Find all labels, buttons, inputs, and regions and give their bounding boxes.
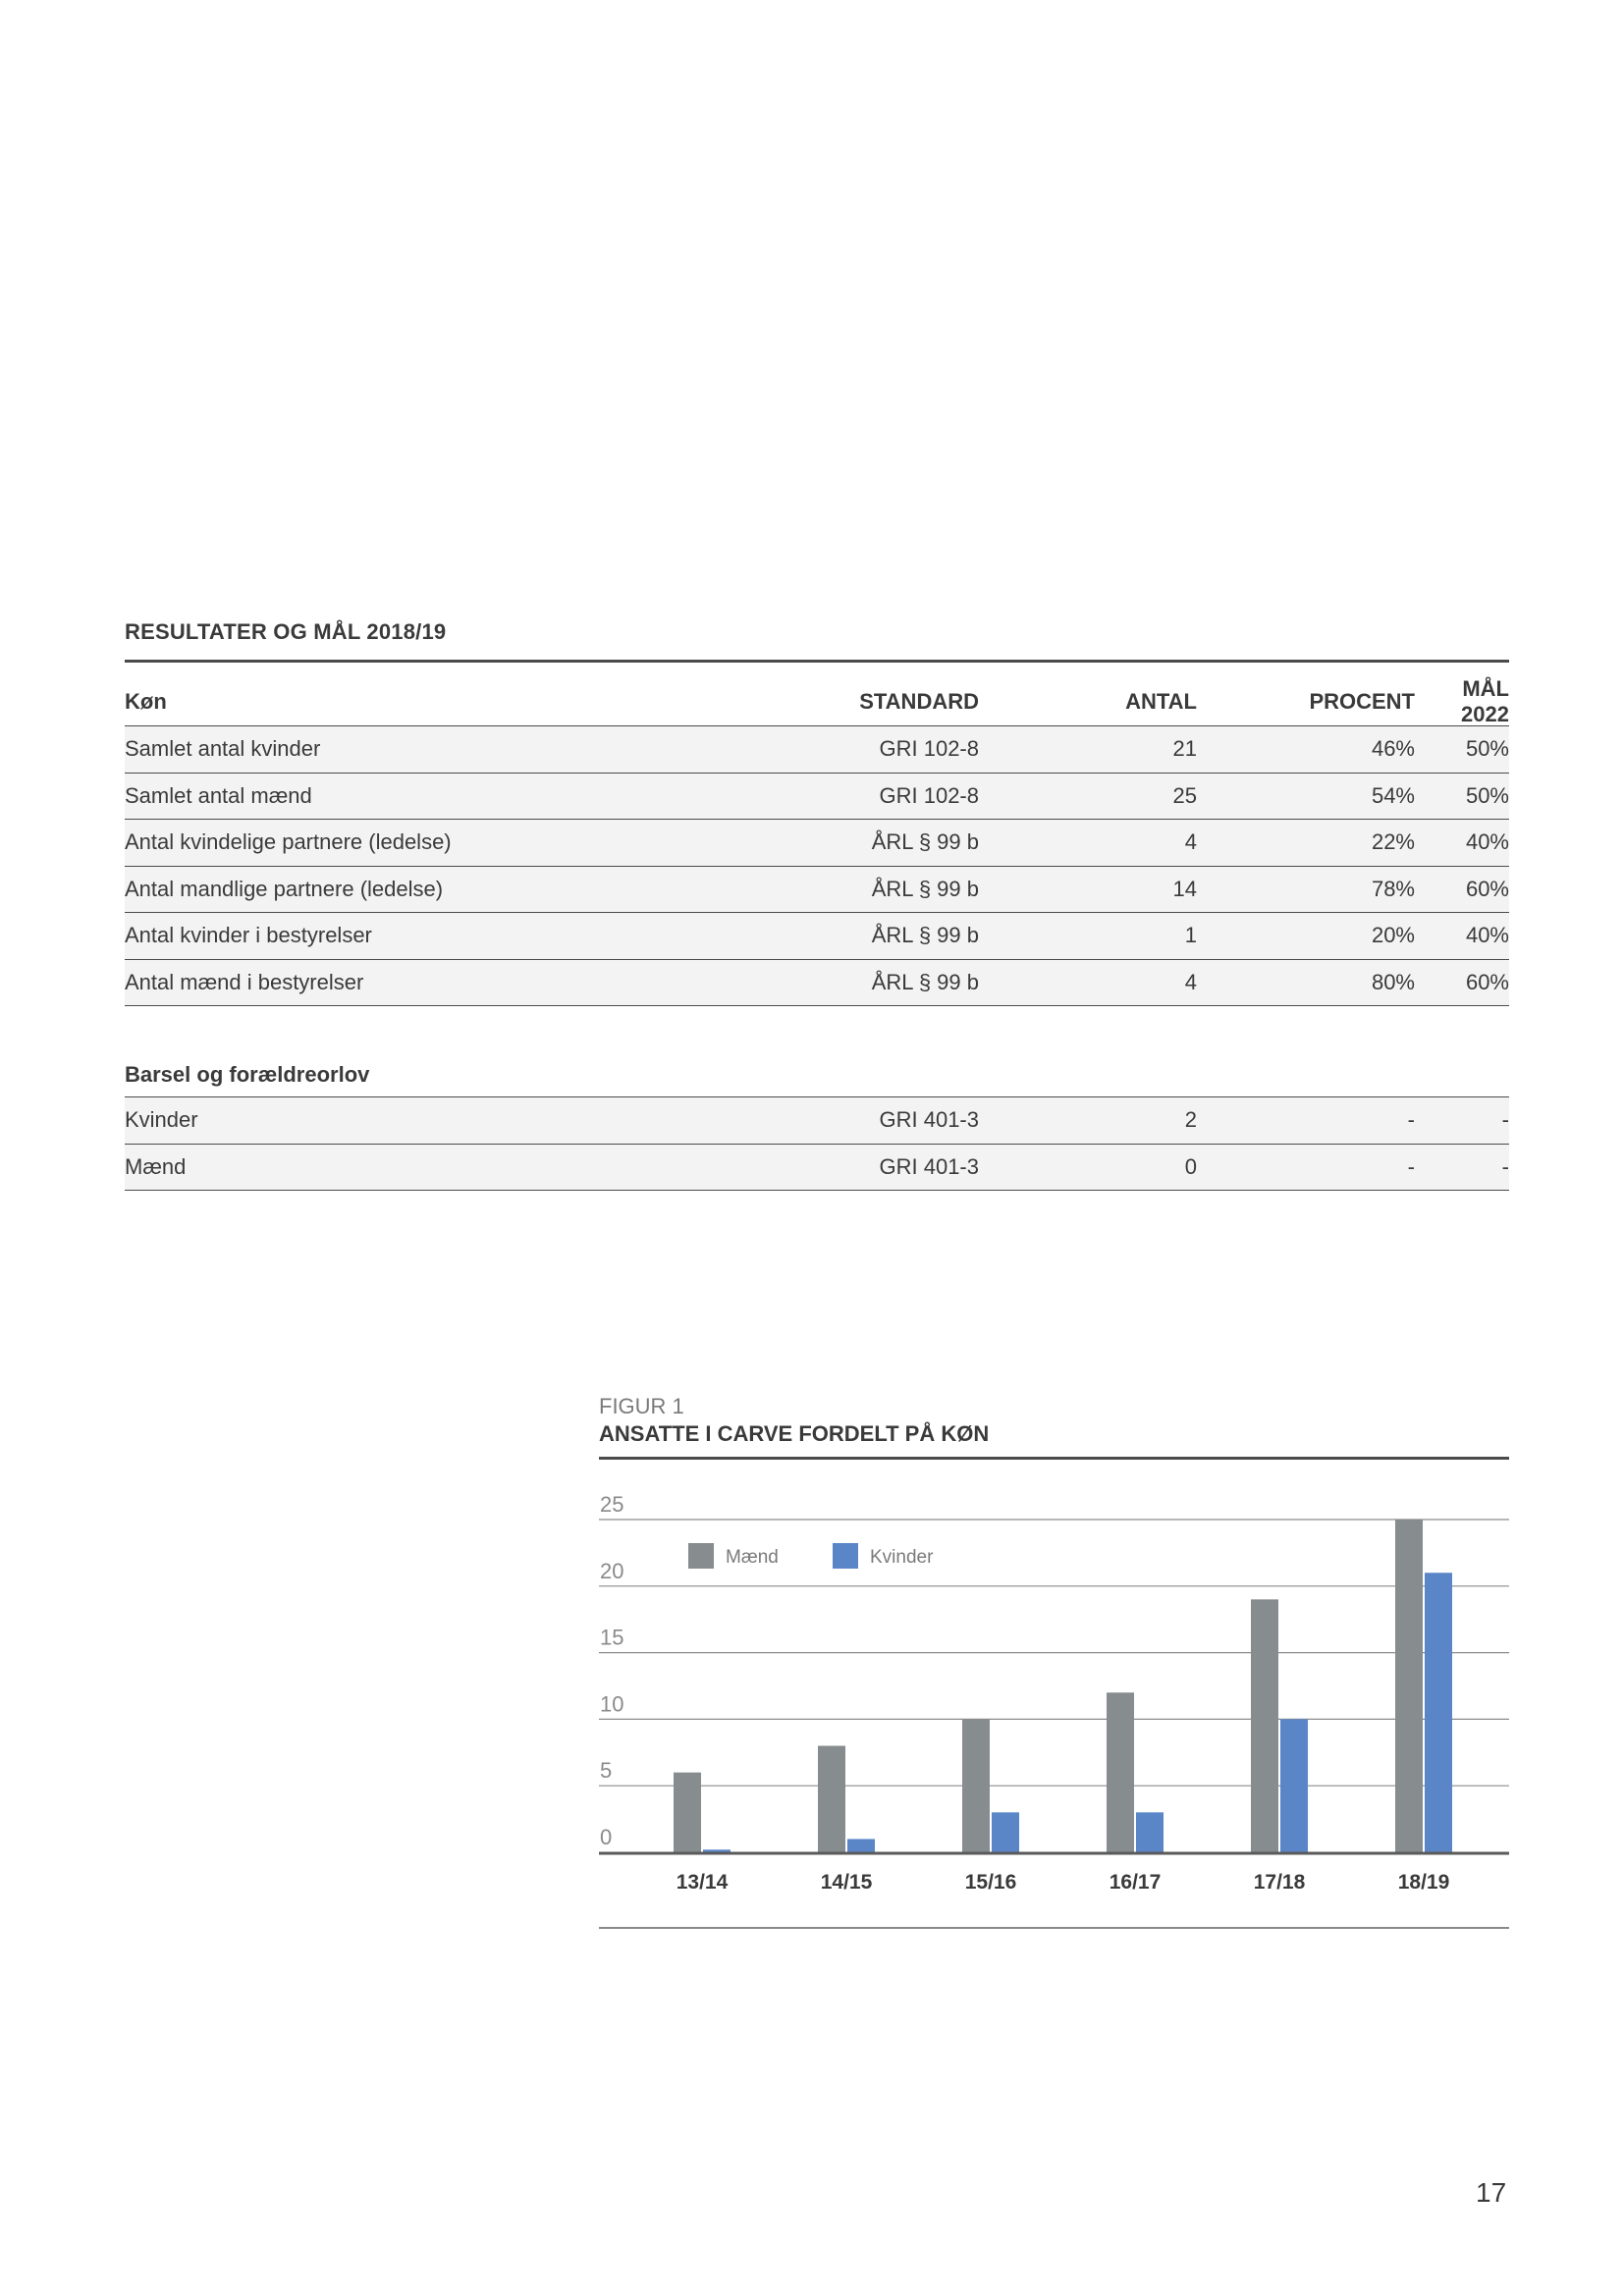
- header-percent: PROCENT: [1309, 688, 1415, 714]
- row-label: Antal mænd i bestyrelser: [125, 969, 364, 994]
- bar-kvinder: [992, 1812, 1019, 1852]
- row-count: 1: [1184, 923, 1197, 948]
- row-standard: ÅRL § 99 b: [871, 876, 979, 901]
- row-count: 25: [1172, 782, 1197, 808]
- row-count: 2: [1184, 1107, 1197, 1133]
- x-tick-label: 13/14: [676, 1871, 729, 1894]
- header-goal-2022: MÅL 2022: [1461, 675, 1509, 726]
- row-standard: GRI 102-8: [879, 736, 979, 762]
- table-row: [125, 913, 1509, 960]
- table-top-rule: [125, 660, 1509, 663]
- page-number: 17: [1476, 2177, 1507, 2208]
- section-title: RESULTATER OG MÅL 2018/19: [125, 619, 447, 644]
- row-percent: 54%: [1371, 782, 1415, 808]
- table-row: [125, 1097, 1509, 1145]
- row-standard: GRI 401-3: [879, 1107, 979, 1133]
- header-count: ANTAL: [1125, 688, 1197, 714]
- y-tick-label: 5: [600, 1758, 613, 1784]
- row-label: Antal kvinder i bestyrelser: [125, 923, 372, 948]
- bar-maend: [1395, 1520, 1423, 1852]
- row-count: 4: [1184, 829, 1197, 855]
- header-gender: Køn: [125, 688, 167, 714]
- x-tick-label: 15/16: [964, 1871, 1017, 1894]
- row-standard: GRI 102-8: [879, 782, 979, 808]
- row-label: Kvinder: [125, 1107, 198, 1133]
- figure-label: FIGUR 1: [599, 1394, 684, 1418]
- bar-kvinder: [1136, 1812, 1164, 1852]
- row-goal: 50%: [1465, 782, 1509, 808]
- row-count: 0: [1184, 1153, 1197, 1179]
- row-count: 21: [1172, 736, 1197, 762]
- leave-table: [125, 1052, 1509, 1191]
- table-row: [125, 1145, 1509, 1192]
- table-row: [125, 960, 1509, 1007]
- bar-kvinder: [1280, 1719, 1308, 1852]
- row-standard: ÅRL § 99 b: [871, 923, 979, 948]
- x-tick-label: 14/15: [820, 1871, 873, 1894]
- legend-swatch: [688, 1543, 714, 1569]
- x-tick-label: 16/17: [1109, 1871, 1162, 1894]
- bar-maend: [674, 1773, 701, 1852]
- legend-swatch: [833, 1543, 858, 1569]
- table-row: [125, 820, 1509, 867]
- legend-label: Kvinder: [870, 1547, 934, 1568]
- row-goal: 40%: [1465, 923, 1509, 948]
- row-goal: 60%: [1465, 876, 1509, 901]
- subsection-title-row: [125, 1052, 1509, 1097]
- table-row: [125, 867, 1509, 914]
- row-standard: ÅRL § 99 b: [871, 829, 979, 855]
- row-percent: -: [1407, 1153, 1415, 1179]
- x-tick-label: 17/18: [1253, 1871, 1306, 1894]
- bar-maend: [1251, 1599, 1278, 1852]
- row-standard: ÅRL § 99 b: [871, 969, 979, 994]
- row-label: Samlet antal mænd: [125, 782, 312, 808]
- row-percent: 78%: [1371, 876, 1415, 901]
- legend-label: Mænd: [726, 1547, 779, 1568]
- bar-chart: [589, 1472, 1517, 1904]
- table-header-row: [125, 677, 1509, 726]
- row-count: 4: [1184, 969, 1197, 994]
- row-goal: -: [1501, 1107, 1509, 1133]
- figure-title: ANSATTE I CARVE FORDELT PÅ KØN: [599, 1421, 990, 1446]
- row-goal: -: [1501, 1153, 1509, 1179]
- row-percent: 20%: [1371, 923, 1415, 948]
- results-table: [125, 677, 1509, 1006]
- row-percent: 22%: [1371, 829, 1415, 855]
- row-goal: 50%: [1465, 736, 1509, 762]
- y-tick-label: 25: [600, 1492, 624, 1517]
- row-goal: 40%: [1465, 829, 1509, 855]
- y-tick-label: 10: [600, 1691, 624, 1717]
- row-goal: 60%: [1465, 969, 1509, 994]
- row-label: Antal kvindelige partnere (ledelse): [125, 829, 452, 855]
- row-standard: GRI 401-3: [879, 1153, 979, 1179]
- row-percent: 46%: [1371, 736, 1415, 762]
- bar-maend: [818, 1746, 845, 1852]
- row-percent: -: [1407, 1107, 1415, 1133]
- bar-kvinder: [847, 1839, 875, 1852]
- row-percent: 80%: [1371, 969, 1415, 994]
- row-count: 14: [1172, 876, 1197, 901]
- row-label: Mænd: [125, 1153, 187, 1179]
- subsection-title: Barsel og forældreorlov: [125, 1061, 370, 1087]
- y-tick-label: 0: [600, 1825, 613, 1849]
- figure-top-rule: [599, 1457, 1509, 1460]
- y-tick-label: 20: [600, 1558, 624, 1583]
- y-tick-label: 15: [600, 1625, 624, 1650]
- bar-kvinder: [1425, 1573, 1452, 1852]
- x-tick-label: 18/19: [1397, 1871, 1450, 1894]
- figure-bottom-rule: [599, 1927, 1509, 1929]
- row-label: Samlet antal kvinder: [125, 736, 321, 762]
- bar-maend: [1107, 1692, 1134, 1852]
- table-row: [125, 774, 1509, 821]
- table-row: [125, 726, 1509, 774]
- header-standard: STANDARD: [859, 688, 979, 714]
- bar-maend: [962, 1719, 990, 1852]
- row-label: Antal mandlige partnere (ledelse): [125, 876, 444, 901]
